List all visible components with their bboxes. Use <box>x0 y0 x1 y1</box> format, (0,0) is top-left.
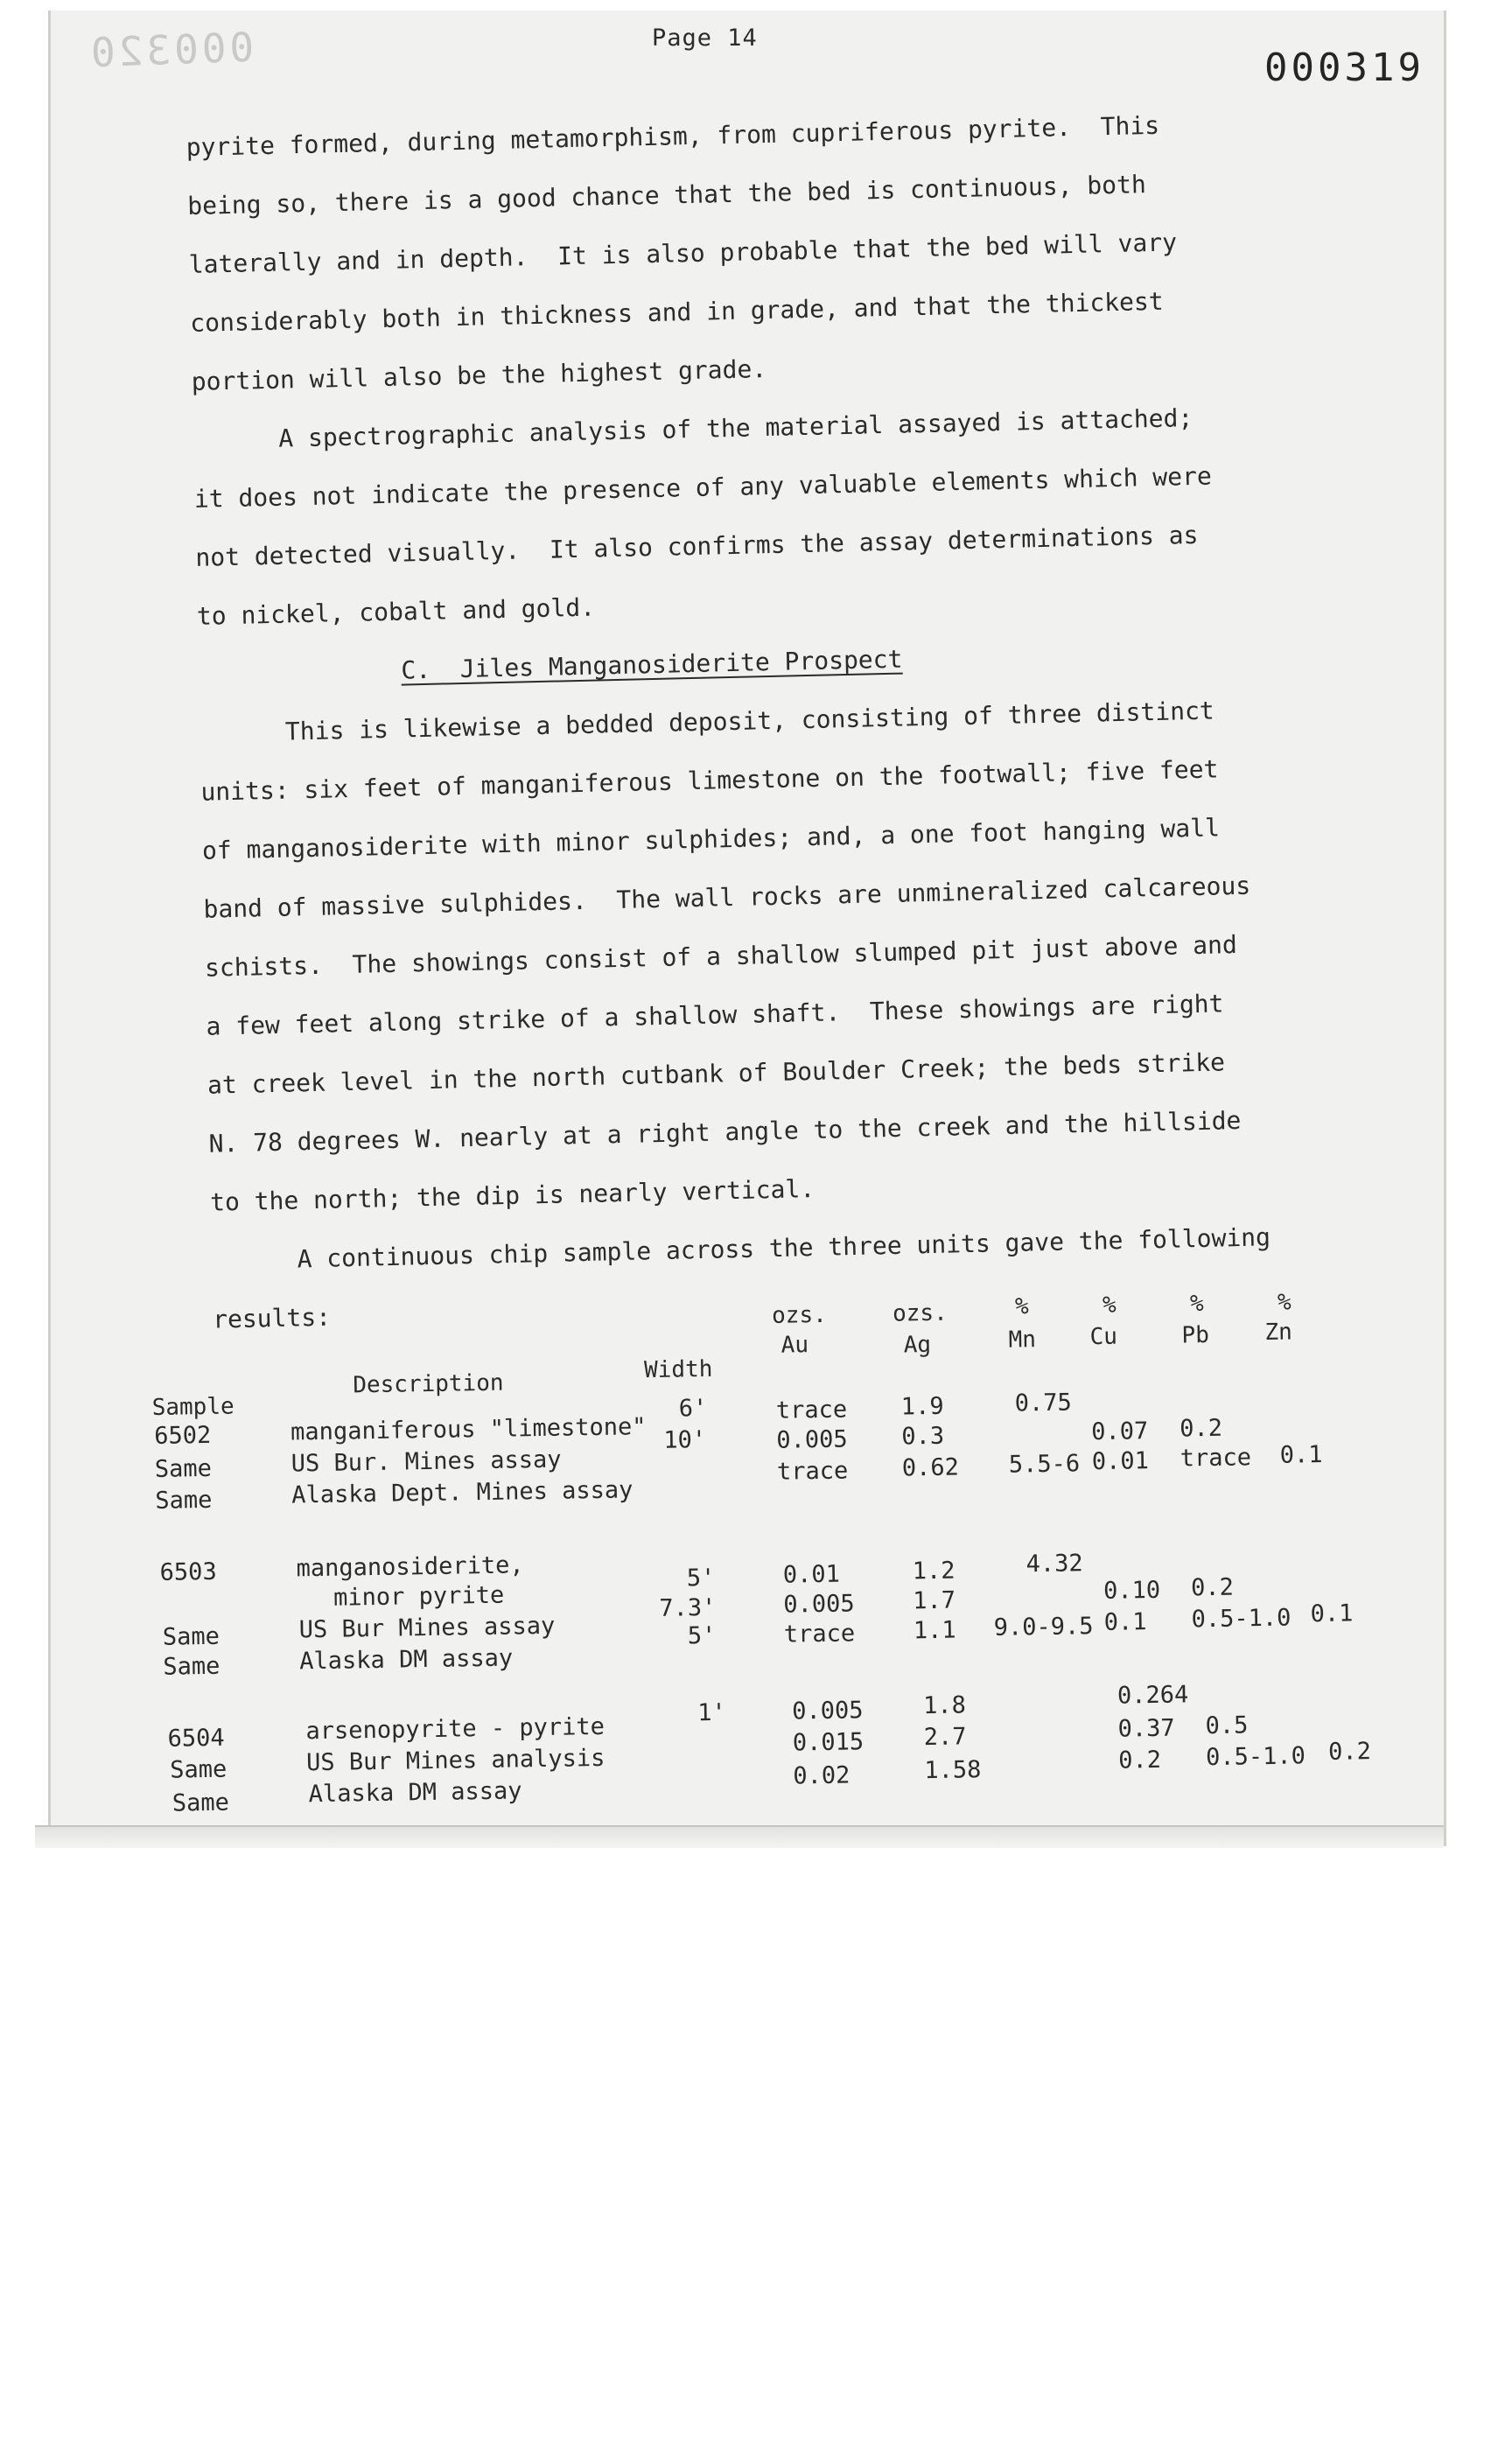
cell-au: trace <box>783 1620 856 1648</box>
cell-description: Alaska DM assay <box>308 1777 522 1809</box>
cell-description: Alaska Dept. Mines assay <box>291 1476 634 1509</box>
text-line: A continuous chip sample across the three units gave the following <box>297 1222 1271 1274</box>
cell-ag: 1.9 <box>900 1392 944 1421</box>
cell-sample: Same <box>163 1652 220 1681</box>
cell-ag: 1.2 <box>912 1557 956 1586</box>
cell-description: US Bur Mines assay <box>298 1612 556 1644</box>
text-line: at creek level in the north cutbank of Boulder Creek; the beds strike <box>206 1047 1226 1100</box>
au-header: Au <box>780 1332 809 1359</box>
au-unit-header: ozs. <box>771 1301 828 1329</box>
text-line: results: <box>212 1302 332 1334</box>
cell-ag: 1.8 <box>922 1691 967 1720</box>
document-number-stamp: 000319 <box>1264 46 1424 90</box>
page-bottom-edge <box>35 1825 1444 1848</box>
page-number: Page 14 <box>652 24 758 52</box>
text-line: considerably both in thickness and in grade, and that the thickest <box>189 286 1165 338</box>
cell-cu: 0.37 <box>1117 1714 1175 1743</box>
cell-width: 5' <box>686 1564 716 1592</box>
mn-unit-header: % <box>1014 1293 1029 1320</box>
cell-ag: 1.58 <box>924 1756 982 1785</box>
cell-width: 1' <box>697 1698 727 1727</box>
text-line: band of massive sulphides. The wall rocks are unmineralized calcareous <box>203 871 1251 924</box>
cell-sample: Same <box>154 1454 213 1483</box>
text-line: of manganosiderite with minor sulphides; and, a one foot hanging wall <box>201 813 1221 865</box>
cu-header: Cu <box>1089 1323 1118 1351</box>
cell-cu: 0.2 <box>1117 1746 1162 1774</box>
cell-ag: 1.7 <box>913 1586 956 1615</box>
text-line: portion will also be the highest grade. <box>191 354 767 396</box>
text-line: a few feet along strike of a shallow shaft. These showings are right <box>206 989 1224 1041</box>
cell-au: 0.015 <box>792 1728 864 1757</box>
zn-unit-header: % <box>1277 1289 1292 1316</box>
text-line: laterally and in depth. It is also probable that the bed will vary <box>188 228 1178 279</box>
cell-width: 5' <box>687 1621 717 1650</box>
description-header: Description <box>353 1369 504 1399</box>
cell-pb: 0.5-1.0 <box>1191 1604 1292 1634</box>
cell-zn: 0.1 <box>1279 1440 1323 1469</box>
text-line: This is likewise a bedded deposit, consisting of three distinct <box>284 696 1215 746</box>
cell-ag: 1.1 <box>913 1616 956 1645</box>
cell-pb: 0.5-1.0 <box>1205 1742 1306 1772</box>
cell-width: 10' <box>663 1426 707 1454</box>
cell-zn: 0.1 <box>1310 1600 1354 1628</box>
text-line: it does not indicate the presence of any valuable elements which were <box>193 461 1213 514</box>
cell-width: 6' <box>678 1394 708 1423</box>
cell-mn: 4.32 <box>1026 1550 1083 1578</box>
cell-au: trace <box>776 1457 849 1486</box>
cell-sample: Same <box>162 1622 220 1651</box>
pb-unit-header: % <box>1189 1291 1204 1318</box>
cu-unit-header: % <box>1102 1292 1116 1319</box>
cell-pb: 0.2 <box>1190 1573 1235 1602</box>
cell-au: trace <box>775 1396 848 1424</box>
mn-header: Mn <box>1008 1326 1037 1354</box>
ag-header: Ag <box>903 1331 932 1359</box>
bleed-through-doc-number: 000320 <box>87 23 256 77</box>
cell-pb: 0.2 <box>1179 1414 1223 1443</box>
cell-description: manganiferous "limestone" <box>290 1413 647 1446</box>
ag-unit-header: ozs. <box>892 1299 948 1327</box>
cell-au: 0.01 <box>782 1560 841 1589</box>
cell-description: minor pyrite <box>332 1581 505 1612</box>
text-line: units: six feet of manganiferous limestone on the footwall; five feet <box>200 754 1219 807</box>
text-line: to nickel, cobalt and gold. <box>196 592 596 631</box>
cell-description: US Bur Mines analysis <box>305 1744 606 1777</box>
cell-description: manganosiderite, <box>296 1551 524 1583</box>
cell-cu: 0.1 <box>1103 1608 1147 1636</box>
cell-description: US Bur. Mines assay <box>290 1446 562 1478</box>
text-line: to the north; the dip is nearly vertical. <box>209 1174 816 1217</box>
cell-au: 0.005 <box>792 1697 864 1726</box>
cell-cu: 0.264 <box>1116 1681 1189 1710</box>
cell-description: arsenopyrite - pyrite <box>305 1712 606 1746</box>
cell-mn: 9.0-9.5 <box>993 1613 1094 1642</box>
cell-mn: 5.5-6 <box>1008 1450 1081 1479</box>
cell-description: Alaska DM assay <box>299 1644 514 1676</box>
cell-zn: 0.2 <box>1327 1738 1372 1766</box>
cell-sample: 6503 <box>159 1558 217 1586</box>
text-line: pyrite formed, during metamorphism, from cupriferous pyrite. This <box>186 110 1160 162</box>
text-line: not detected visually. It also confirms the assay determinations as <box>195 520 1199 572</box>
cell-sample: Same <box>169 1755 228 1784</box>
assay-table <box>149 1289 1399 1817</box>
section-heading: C. Jiles Manganosiderite Prospect <box>401 644 903 685</box>
cell-au: 0.005 <box>783 1590 855 1619</box>
cell-cu: 0.10 <box>1102 1576 1161 1605</box>
width-header: Width <box>643 1355 713 1384</box>
text-line: A spectrographic analysis of the material assayed is attached; <box>277 402 1194 453</box>
text-line: N. 78 degrees W. nearly at a right angle to the creek and the hillside <box>208 1105 1242 1158</box>
text-line: schists. The showings consist of a shallow slumped pit just above and <box>204 929 1238 983</box>
cell-sample: 6504 <box>167 1724 225 1753</box>
cell-mn: 0.75 <box>1014 1389 1073 1418</box>
cell-width: 7.3' <box>659 1593 717 1622</box>
cell-sample: 6502 <box>153 1421 212 1450</box>
sample-header: Sample <box>151 1393 234 1421</box>
zn-header: Zn <box>1264 1319 1293 1346</box>
cell-ag: 0.3 <box>901 1422 945 1451</box>
cell-cu: 0.01 <box>1091 1447 1150 1476</box>
cell-au: 0.005 <box>776 1425 848 1454</box>
cell-ag: 0.62 <box>901 1453 960 1482</box>
cell-cu: 0.07 <box>1091 1418 1149 1446</box>
cell-pb: trace <box>1180 1444 1252 1473</box>
pb-header: Pb <box>1181 1321 1210 1349</box>
cell-sample: Same <box>172 1788 230 1817</box>
cell-ag: 2.7 <box>923 1723 967 1752</box>
cell-au: 0.02 <box>793 1761 850 1790</box>
body-text <box>186 94 1307 1349</box>
cell-pb: 0.5 <box>1205 1712 1249 1740</box>
cell-sample: Same <box>155 1486 213 1515</box>
text-line: being so, there is a good chance that the bed is continuous, both <box>186 170 1147 220</box>
